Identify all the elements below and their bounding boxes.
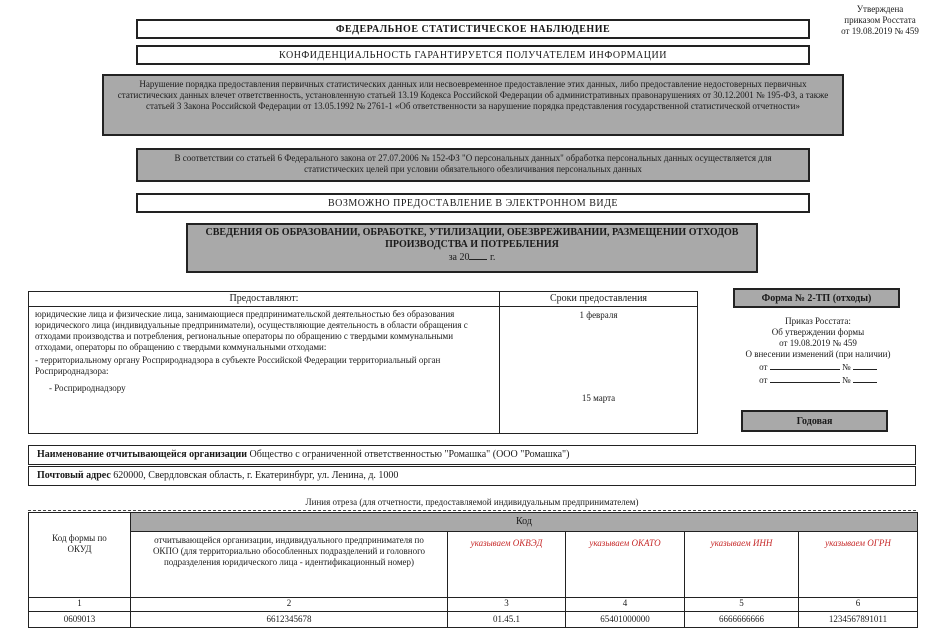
codes-col-okpo: отчитывающейся организации, индивидуального предпринимателя по ОКПО (для территориально обособленных подразделений и головного подразделения юридического лица - идентификационный номер) [130, 531, 448, 598]
form-number-label: Форма № 2-ТП (отходы) [733, 288, 900, 308]
from-date-field[interactable] [770, 382, 840, 383]
report-year-suffix: г. [489, 252, 496, 263]
federal-observation-header: ФЕДЕРАЛЬНОЕ СТАТИСТИЧЕСКОЕ НАБЛЮДЕНИЕ [136, 19, 810, 39]
organization-name-value[interactable]: Общество с ограниченной ответственностью "Ромашка" (ООО "Ромашка") [249, 449, 570, 460]
submission-date-1: 1 февраля [579, 310, 618, 320]
submission-who-text: юридические лица и физические лица, занимающиеся предпринимательской деятельностью без образования юридического лица (индивидуальные предприниматели), осуществляющие деятельность в области обращения с отходами производства и потребления, региональные операторы по обращению с твердыми коммунальными отходами, операторы по обращению с твердыми коммунальными отходами: [35, 309, 468, 352]
submission-who-cell [28, 306, 500, 434]
from-label: от [759, 362, 768, 372]
codes-value-okud[interactable]: 0609013 [28, 611, 131, 628]
approval-line-1: Утверждена [856, 4, 904, 14]
codes-value-okato[interactable]: 65401000000 [565, 611, 685, 628]
codes-value-ogrn[interactable]: 1234567891011 [798, 611, 918, 628]
codes-value-okved[interactable]: 01.45.1 [447, 611, 566, 628]
submission-when-cell [499, 306, 698, 434]
codes-col-code-header: Код [130, 512, 918, 532]
organization-name-row [28, 445, 916, 465]
form-order-block [718, 316, 918, 386]
submission-date-2: 15 марта [581, 393, 616, 403]
form-order-line-1: Приказ Росстата: [785, 316, 851, 326]
from-label: от [759, 375, 768, 385]
confidentiality-header: КОНФИДЕНЦИАЛЬНОСТЬ ГАРАНТИРУЕТСЯ ПОЛУЧАТЕЛЕМ ИНФОРМАЦИИ [136, 45, 810, 65]
codes-value-inn[interactable]: 6666666666 [684, 611, 799, 628]
num-field[interactable] [853, 382, 877, 383]
num-label: № [841, 362, 851, 372]
personal-data-notice: В соответствии со статьей 6 Федерального закона от 27.07.2006 № 152-ФЗ "О персональных данных" обработка персональных данных осуществляется для статистических целей при условии обязательного обезличивания персональных данных [136, 148, 810, 182]
submission-col-who: Предоставляют: [28, 291, 500, 307]
form-changes-line: О внесении изменений (при наличии) [745, 349, 891, 359]
form-change-row-2 [718, 375, 918, 386]
codes-number-5: 5 [684, 597, 799, 612]
codes-table [28, 512, 918, 630]
approval-line-3: от 19.08.2019 № 459 [841, 26, 919, 36]
codes-number-3: 3 [447, 597, 566, 612]
codes-number-6: 6 [798, 597, 918, 612]
codes-col-inn: указываем ИНН [684, 531, 799, 598]
submission-item-1: - территориальному органу Росприроднадзора в субъекте Российской Федерации территориальный орган Росприроднадзора: [35, 355, 441, 376]
form-change-row-1 [718, 362, 918, 373]
report-title: СВЕДЕНИЯ ОБ ОБРАЗОВАНИИ, ОБРАБОТКЕ, УТИЛИЗАЦИИ, ОБЕЗВРЕЖИВАНИИ, РАЗМЕЩЕНИИ ОТХОДОВ ПРОИЗВОДСТВА И ПОТРЕБЛЕНИЯ [205, 227, 739, 250]
form-order-line-3: от 19.08.2019 № 459 [779, 338, 857, 348]
report-title-box [186, 223, 758, 273]
violation-notice: Нарушение порядка предоставления первичных статистических данных или несвоевременное предоставление этих данных, либо предоставление недостоверных первичных статистических данных влечет ответственность, установленную статьей 13.19 Кодекса Российской Федерации об административных правонарушениях от 30.12.2001 № 195-ФЗ, а также статьей 3 Закона Российской Федерации от 13.05.1992 № 2761-1 «Об ответственности за нарушение порядка представления государственной статистической отчетности» [102, 74, 844, 136]
approval-line-2: приказом Росстата [844, 15, 916, 25]
codes-col-okud: Код формы по ОКУД [28, 512, 131, 598]
codes-col-okved: указываем ОКВЭД [447, 531, 566, 598]
submission-table [28, 291, 698, 434]
cut-line: Линия отреза (для отчетности, предоставляемой индивидуальным предпринимателем) [28, 497, 916, 511]
organization-name-label: Наименование отчитывающейся организации [37, 449, 248, 460]
codes-col-okato: указываем ОКАТО [565, 531, 685, 598]
codes-number-4: 4 [565, 597, 685, 612]
submission-col-when: Сроки предоставления [499, 291, 698, 307]
organization-address-row [28, 466, 916, 486]
codes-value-okpo[interactable]: 6612345678 [130, 611, 448, 628]
organization-address-label: Почтовый адрес [37, 470, 111, 481]
submission-item-2: - Росприроднадзору [49, 383, 126, 393]
num-field[interactable] [853, 369, 877, 370]
periodicity-label: Годовая [741, 410, 888, 432]
codes-col-ogrn: указываем ОГРН [798, 531, 918, 598]
electronic-submission-header: ВОЗМОЖНО ПРЕДОСТАВЛЕНИЕ В ЭЛЕКТРОННОМ ВИДЕ [136, 193, 810, 213]
codes-number-2: 2 [130, 597, 448, 612]
approval-stamp [828, 4, 932, 37]
form-order-line-2: Об утверждении формы [771, 327, 865, 337]
num-label: № [841, 375, 851, 385]
report-year-prefix: за 20 [448, 252, 470, 263]
from-date-field[interactable] [770, 369, 840, 370]
report-period [196, 252, 748, 264]
codes-number-1: 1 [28, 597, 131, 612]
organization-address-value[interactable]: 620000, Свердловская область, г. Екатеринбург, ул. Ленина, д. 1000 [113, 470, 399, 481]
